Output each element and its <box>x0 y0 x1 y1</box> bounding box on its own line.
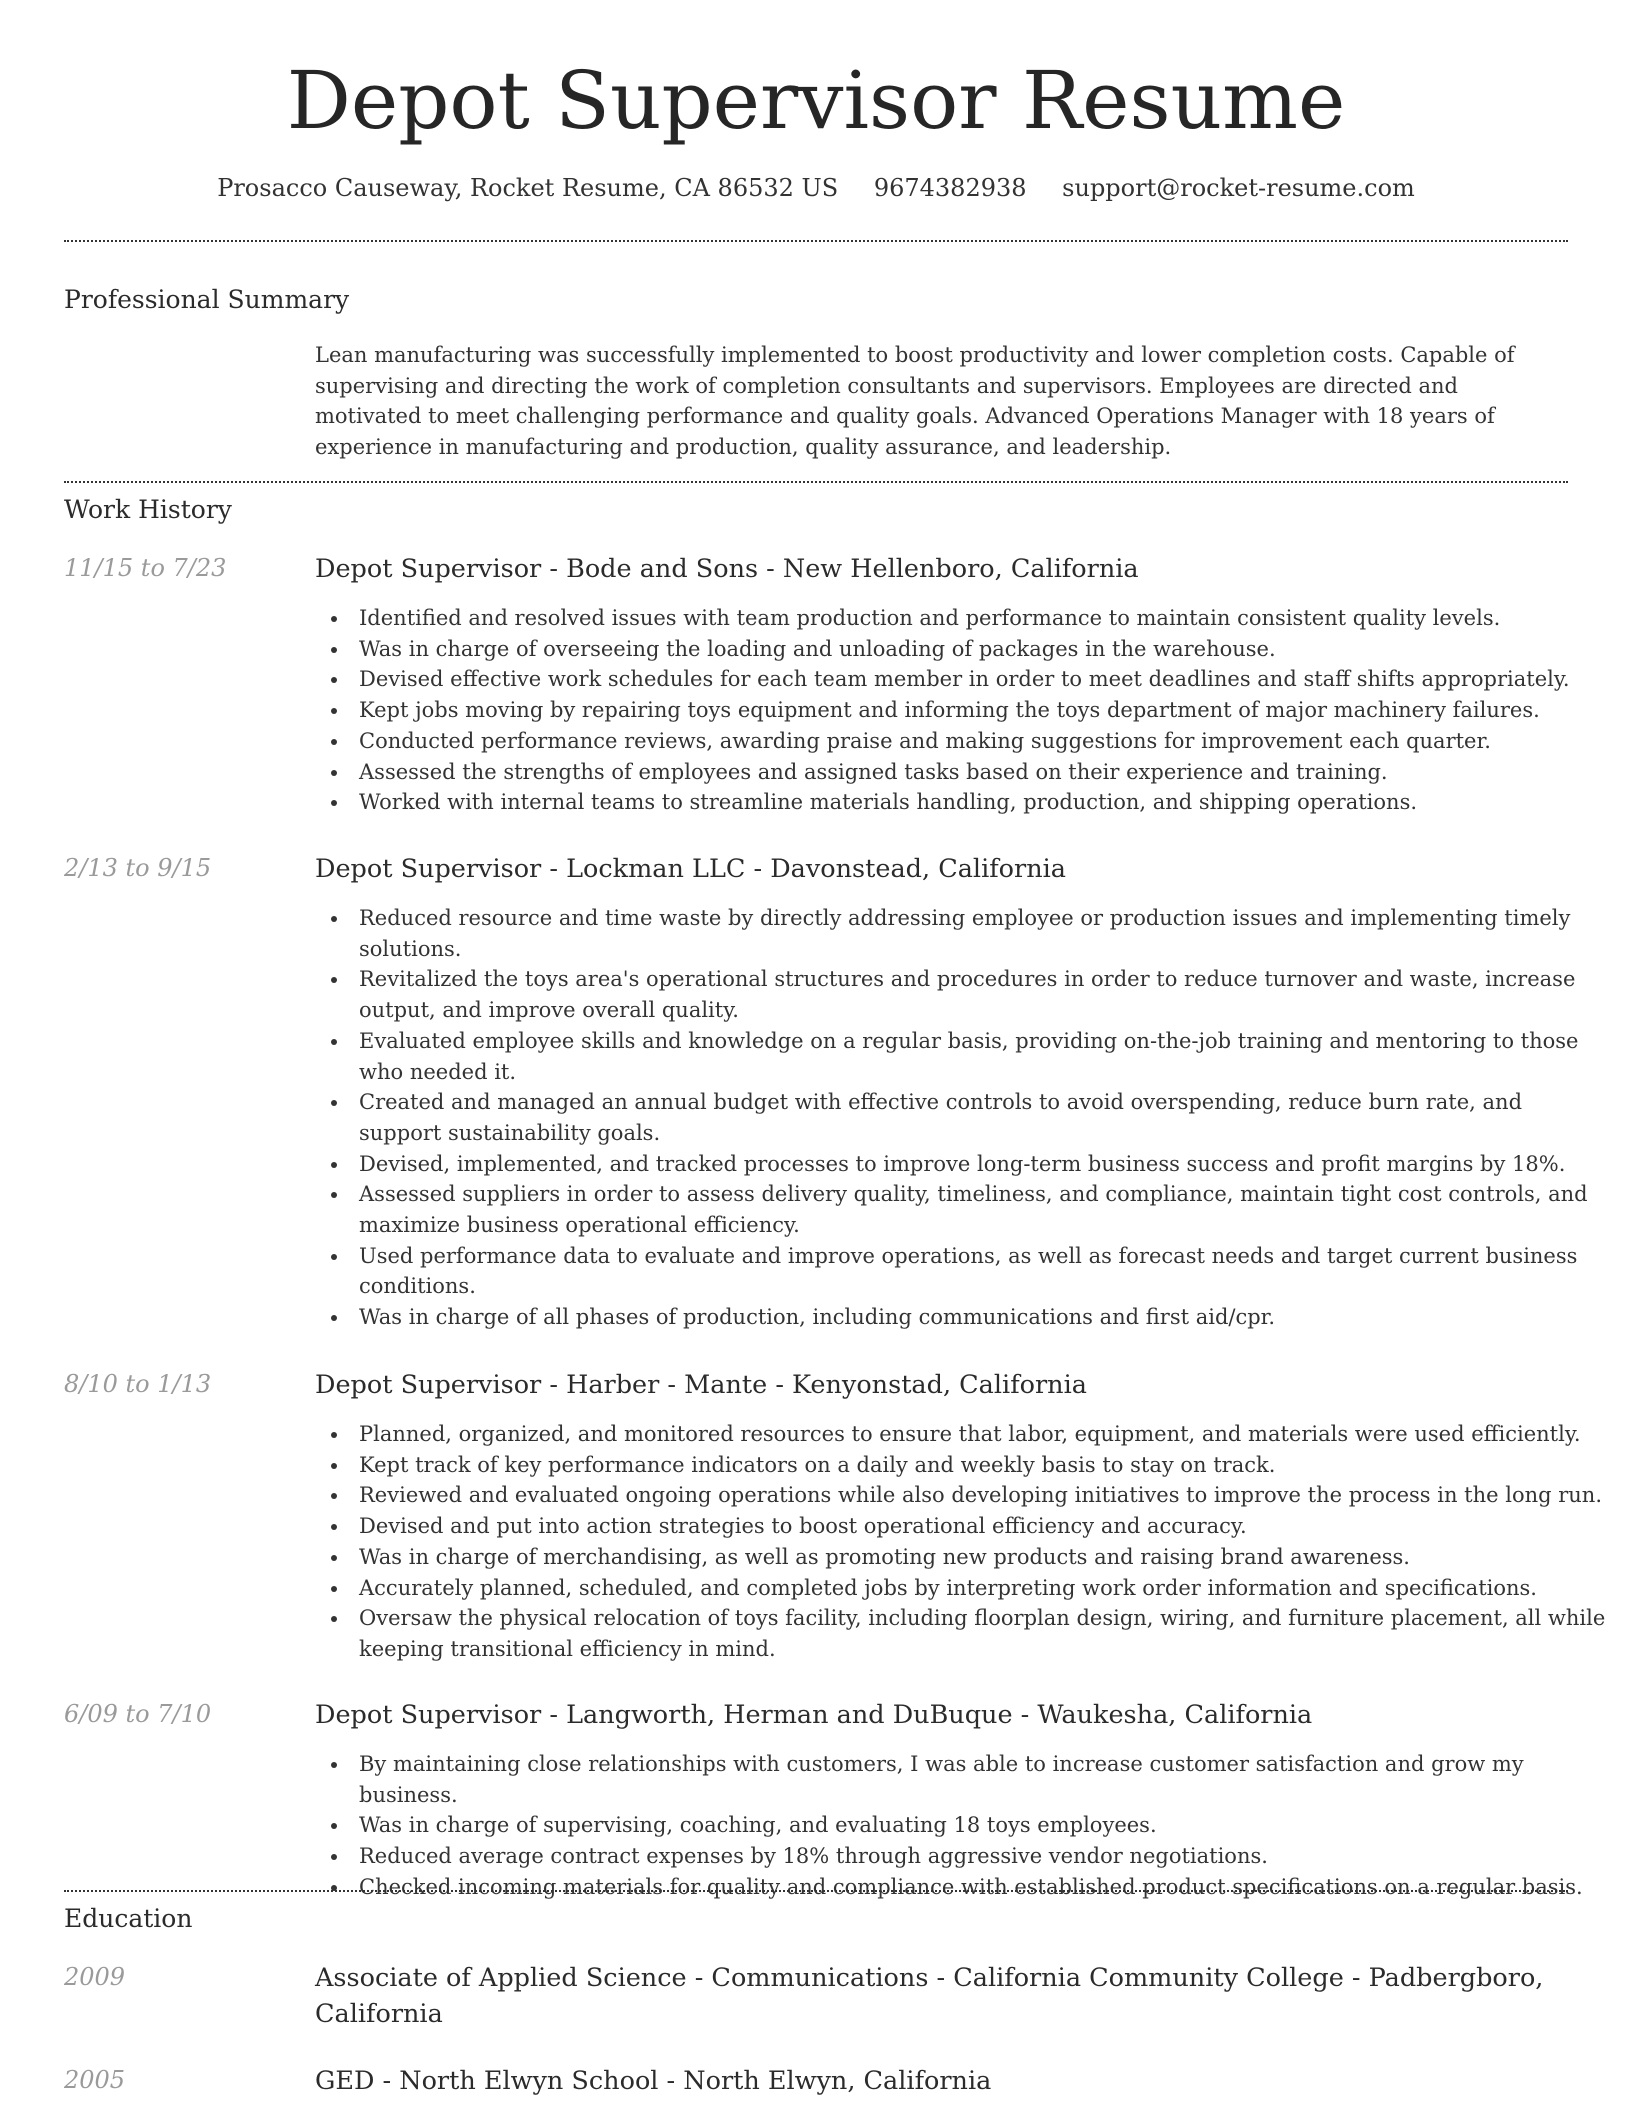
job-dates: 11/15 to 7/23 <box>64 554 227 582</box>
contact-address: Prosacco Causeway, Rocket Resume, CA 86532 US <box>217 174 839 202</box>
work-history-heading: Work History <box>64 495 232 524</box>
job-title: Depot Supervisor - Bode and Sons - New Hellenboro, California <box>315 554 1139 584</box>
list-item: Devised, implemented, and tracked processes to improve long-term business success and profit margins by 18%. <box>359 1149 1609 1180</box>
list-item: Kept track of key performance indicators on a daily and weekly basis to stay on track. <box>359 1450 1609 1481</box>
list-item: Worked with internal teams to streamline materials handling, production, and shipping operations. <box>359 787 1609 818</box>
list-item: Accurately planned, scheduled, and completed jobs by interpreting work order information and specifications. <box>359 1573 1609 1604</box>
education-year: 2005 <box>64 2066 126 2094</box>
list-item: Was in charge of overseeing the loading and unloading of packages in the warehouse. <box>359 634 1609 665</box>
job-bullets <box>315 903 1609 1333</box>
list-item: Devised and put into action strategies to boost operational efficiency and accuracy. <box>359 1511 1609 1542</box>
list-item: Revitalized the toys area's operational structures and procedures in order to reduce turnover and waste, increase output, and improve overall quality. <box>359 964 1609 1025</box>
list-item: Was in charge of supervising, coaching, and evaluating 18 toys employees. <box>359 1810 1609 1841</box>
list-item: Created and managed an annual budget with effective controls to avoid overspending, reduce burn rate, and support sustainability goals. <box>359 1087 1609 1148</box>
job-title: Depot Supervisor - Harber - Mante - Kenyonstad, California <box>315 1370 1087 1400</box>
list-item: Conducted performance reviews, awarding praise and making suggestions for improvement each quarter. <box>359 726 1609 757</box>
summary-heading: Professional Summary <box>64 285 350 314</box>
list-item: Assessed the strengths of employees and assigned tasks based on their experience and training. <box>359 757 1609 788</box>
list-item: Kept jobs moving by repairing toys equipment and informing the toys department of major machinery failures. <box>359 695 1609 726</box>
contact-email: support@rocket-resume.com <box>1062 174 1415 202</box>
list-item: Evaluated employee skills and knowledge on a regular basis, providing on-the-job training and mentoring to those who needed it. <box>359 1026 1609 1087</box>
list-item: Was in charge of merchandising, as well as promoting new products and raising brand awareness. <box>359 1542 1609 1573</box>
resume-title: Depot Supervisor Resume <box>286 54 1346 147</box>
job-dates: 6/09 to 7/10 <box>64 1700 212 1728</box>
divider <box>64 481 1568 483</box>
divider <box>64 240 1568 242</box>
list-item: Devised effective work schedules for each team member in order to meet deadlines and staff shifts appropriately. <box>359 664 1609 695</box>
list-item: Reduced average contract expenses by 18% through aggressive vendor negotiations. <box>359 1841 1609 1872</box>
job-title: Depot Supervisor - Lockman LLC - Davonstead, California <box>315 854 1066 884</box>
divider <box>64 1890 1568 1892</box>
job-bullets <box>315 1749 1609 1903</box>
list-item: Checked incoming materials for quality and compliance with established product specifications on a regular basis. <box>359 1872 1609 1903</box>
job-dates: 8/10 to 1/13 <box>64 1370 212 1398</box>
education-title: Associate of Applied Science - Communications - California Community College - Padbergboro, California <box>315 1963 1544 2029</box>
job-bullets <box>315 1419 1609 1665</box>
education-heading: Education <box>64 1904 193 1933</box>
education-title: GED - North Elwyn School - North Elwyn, California <box>315 2066 992 2096</box>
job-title: Depot Supervisor - Langworth, Herman and DuBuque - Waukesha, California <box>315 1700 1313 1730</box>
list-item: Planned, organized, and monitored resources to ensure that labor, equipment, and materials were used efficiently. <box>359 1419 1609 1450</box>
education-year: 2009 <box>64 1963 126 1991</box>
job-bullets <box>315 603 1609 818</box>
contact-line <box>0 168 1632 208</box>
list-item: Assessed suppliers in order to assess delivery quality, timeliness, and compliance, maintain tight cost controls, and maximize business operational efficiency. <box>359 1179 1609 1240</box>
list-item: Was in charge of all phases of production, including communications and first aid/cpr. <box>359 1302 1609 1333</box>
summary-text: Lean manufacturing was successfully implemented to boost productivity and lower completion costs. Capable of supervising and directing the work of completion consultants and supervisors. Employees are directed and motivated to meet challenging performance and quality goals. Advanced Operations Manager with 18 years of experience in manufacturing and production, quality assurance, and leadership. <box>315 343 1515 460</box>
list-item: Reduced resource and time waste by directly addressing employee or production issues and implementing timely solutions. <box>359 903 1609 964</box>
list-item: Used performance data to evaluate and improve operations, as well as forecast needs and target current business conditions. <box>359 1241 1609 1302</box>
list-item: Reviewed and evaluated ongoing operations while also developing initiatives to improve the process in the long run. <box>359 1480 1609 1511</box>
contact-phone: 9674382938 <box>873 174 1027 202</box>
list-item: Identified and resolved issues with team production and performance to maintain consistent quality levels. <box>359 603 1609 634</box>
list-item: By maintaining close relationships with customers, I was able to increase customer satisfaction and grow my business. <box>359 1749 1609 1810</box>
job-dates: 2/13 to 9/15 <box>64 854 212 882</box>
list-item: Oversaw the physical relocation of toys facility, including floorplan design, wiring, and furniture placement, all while keeping transitional efficiency in mind. <box>359 1603 1609 1664</box>
